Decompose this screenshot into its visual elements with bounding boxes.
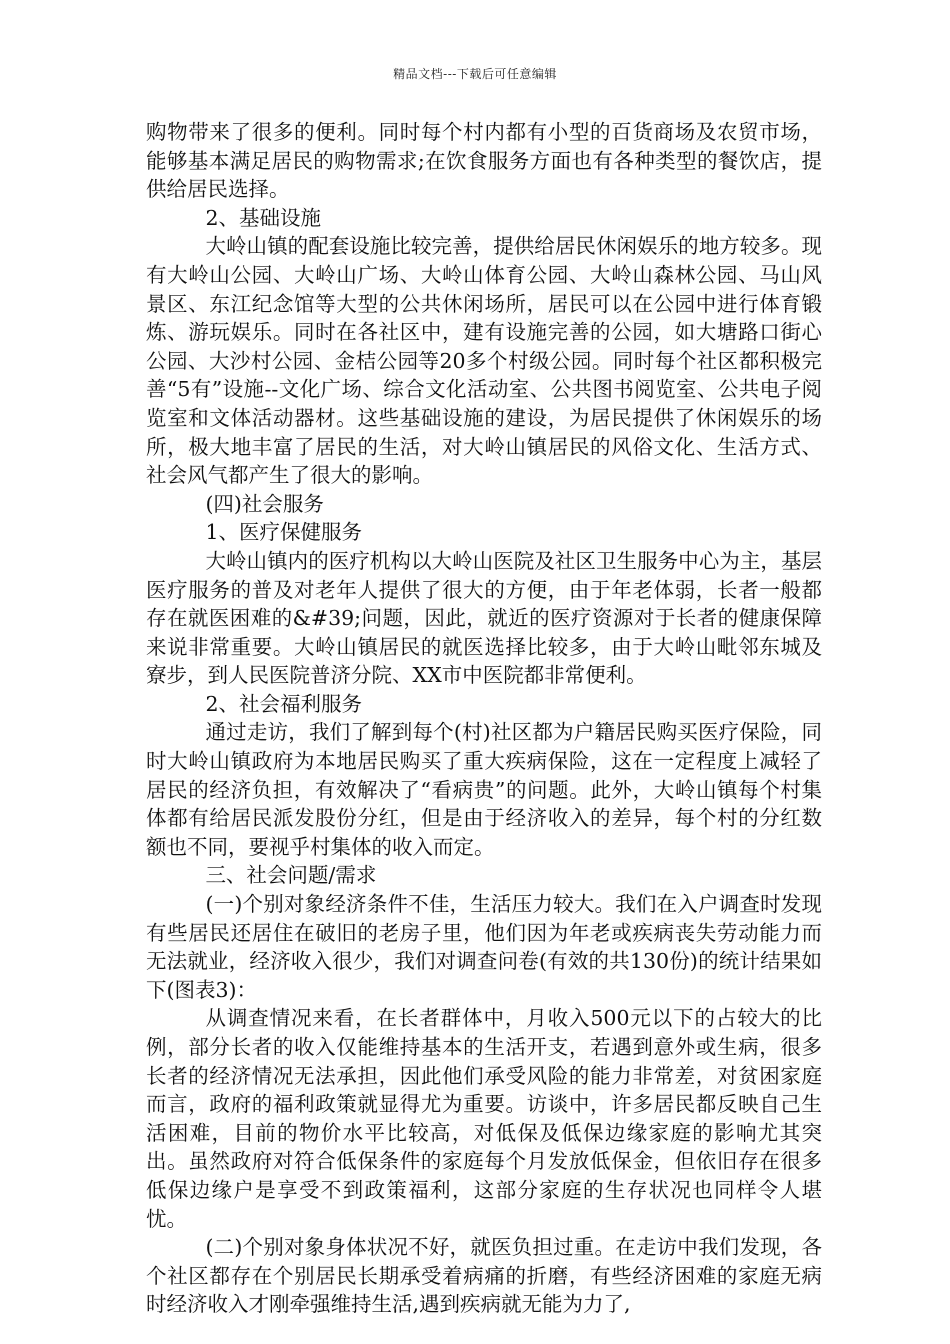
paragraph: (一)个别对象经济条件不佳，生活压力较大。我们在入户调查时发现有些居民还居住在破旧的老房子里，他们因为年老或疾病丧失劳动能力而无法就业，经济收入很少，我们对调查问卷(有效的共130份)的统计结果如下(图表3)： (146, 892, 822, 1002)
paragraph: 购物带来了很多的便利。同时每个村内都有小型的百货商场及农贸市场，能够基本满足居民的购物需求;在饮食服务方面也有各种类型的餐饮店，提供给居民选择。 (146, 120, 822, 202)
paragraph: 通过走访，我们了解到每个(村)社区都为户籍居民购买医疗保险，同时大岭山镇政府为本地居民购买了重大疾病保险，这在一定程度上减轻了居民的经济负担，有效解决了“看病贵”的问题。此外，大岭山镇每个村集体都有给居民派发股份分红，但是由于经济收入的差异，每个村的分红数额也不同，要视乎村集体的收入而定。 (146, 720, 822, 859)
section-heading: 2、基础设施 (205, 205, 321, 230)
document-body (146, 118, 822, 1319)
section-heading: 1、医疗保健服务 (205, 520, 362, 545)
section-heading: (四)社会服务 (205, 491, 324, 516)
section-heading: 2、社会福利服务 (205, 691, 362, 716)
paragraph: 大岭山镇的配套设施比较完善，提供给居民休闲娱乐的地方较多。现有大岭山公园、大岭山广场、大岭山体育公园、大岭山森林公园、马山风景区、东江纪念馆等大型的公共休闲场所，居民可以在公园中进行体育锻炼、游玩娱乐。同时在各社区中，建有设施完善的公园，如大塘路口街心公园、大沙村公园、金桔公园等20多个村级公园。同时每个社区都积极完善“5有”设施--文化广场、综合文化活动室、公共图书阅览室、公共电子阅览室和文体活动器材。这些基础设施的建设，为居民提供了休闲娱乐的场所，极大地丰富了居民的生活，对大岭山镇居民的风俗文化、生活方式、社会风气都产生了很大的影响。 (146, 234, 822, 488)
page-header: 精品文档---下载后可任意编辑 (393, 67, 557, 81)
paragraph: 大岭山镇内的医疗机构以大岭山医院及社区卫生服务中心为主，基层医疗服务的普及对老年人提供了很大的方便，由于年老体弱，长者一般都存在就医困难的&#39;问题，因此，就近的医疗资源对于长者的健康保障来说非常重要。大岭山镇居民的就医选择比较多，由于大岭山毗邻东城及寮步，到人民医院普济分院、XX市中医院都非常便利。 (146, 548, 822, 688)
paragraph: 从调查情况来看，在长者群体中，月收入500元以下的占较大的比例，部分长者的收入仅能维持基本的生活开支，若遇到意外或生病，很多长者的经济情况无法承担，因此他们承受风险的能力非常差，对贫困家庭而言，政府的福利政策就显得尤为重要。访谈中，许多居民都反映自己生活困难，目前的物价水平比较高，对低保及低保边缘家庭的影响尤其突出。虽然政府对符合低保条件的家庭每个月发放低保金，但依旧存在很多低保边缘户是享受不到政策福利，这部分家庭的生存状况也同样令人堪忧。 (146, 1006, 822, 1231)
paragraph: (二)个别对象身体状况不好，就医负担过重。在走访中我们发现，各个社区都存在个别居民长期承受着病痛的折磨，有些经济困难的家庭无病时经济收入才刚牵强维持生活,遇到疾病就无能为力了, (146, 1235, 822, 1317)
section-heading: 三、社会问题/需求 (205, 863, 377, 888)
